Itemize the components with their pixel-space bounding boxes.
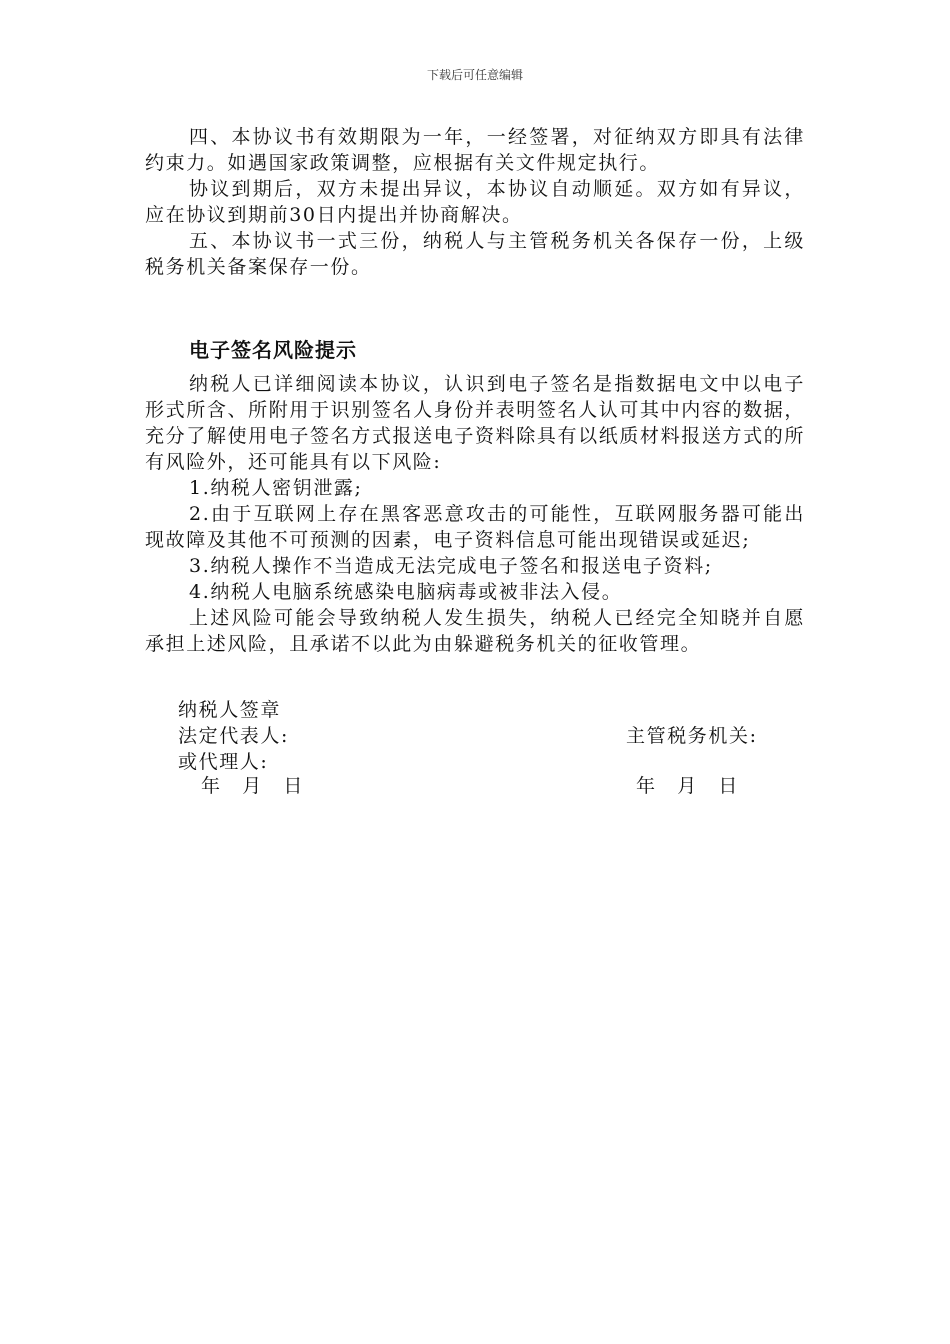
risk-item-1: 1.纳税人密钥泄露; xyxy=(189,477,363,499)
agreement-terms xyxy=(145,124,805,280)
risk-item-2: 2.由于互联网上存在黑客恶意攻击的可能性，互联网服务器可能出现故障及其他不可预测的因素，电子资料信息可能出现错误或延迟; xyxy=(145,503,805,551)
term-four-paragraph: 四、本协议书有效期限为一年，一经签署，对征纳双方即具有法律约束力。如遇国家政策调整，应根据有关文件规定执行。 xyxy=(145,126,805,174)
tax-authority-date-line: 年 月 日 xyxy=(636,775,740,797)
risk-conclusion-paragraph: 上述风险可能会导致纳税人发生损失，纳税人已经完全知晓并自愿承担上述风险，且承诺不以此为由躲避税务机关的征收管理。 xyxy=(145,607,805,655)
tax-authority-label: 主管税务机关: xyxy=(626,725,758,747)
header-note: 下载后可任意编辑 xyxy=(426,68,523,82)
risk-item-4: 4.纳税人电脑系统感染电脑病毒或被非法入侵。 xyxy=(189,581,623,603)
agent-label: 或代理人: xyxy=(178,751,269,773)
term-five-paragraph: 五、本协议书一式三份，纳税人与主管税务机关各保存一份，上级税务机关备案保存一份。 xyxy=(145,230,805,278)
legal-representative-label: 法定代表人: xyxy=(178,725,290,747)
risk-section-body xyxy=(145,371,805,657)
taxpayer-seal-label: 纳税人签章 xyxy=(178,699,282,721)
taxpayer-date-line: 年 月 日 xyxy=(201,775,305,797)
risk-intro-paragraph: 纳税人已详细阅读本协议，认识到电子签名是指数据电文中以电子形式所含、所附用于识别签名人身份并表明签名人认可其中内容的数据，充分了解使用电子签名方式报送电子资料除具有以纸质材料报送方式的所有风险外，还可能具有以下风险: xyxy=(145,373,805,473)
risk-item-3: 3.纳税人操作不当造成无法完成电子签名和报送电子资料; xyxy=(189,555,713,577)
renewal-paragraph: 协议到期后，双方未提出异议，本协议自动顺延。双方如有异议，应在协议到期前30日内提出并协商解决。 xyxy=(145,178,805,226)
risk-section-title: 电子签名风险提示 xyxy=(189,338,357,362)
